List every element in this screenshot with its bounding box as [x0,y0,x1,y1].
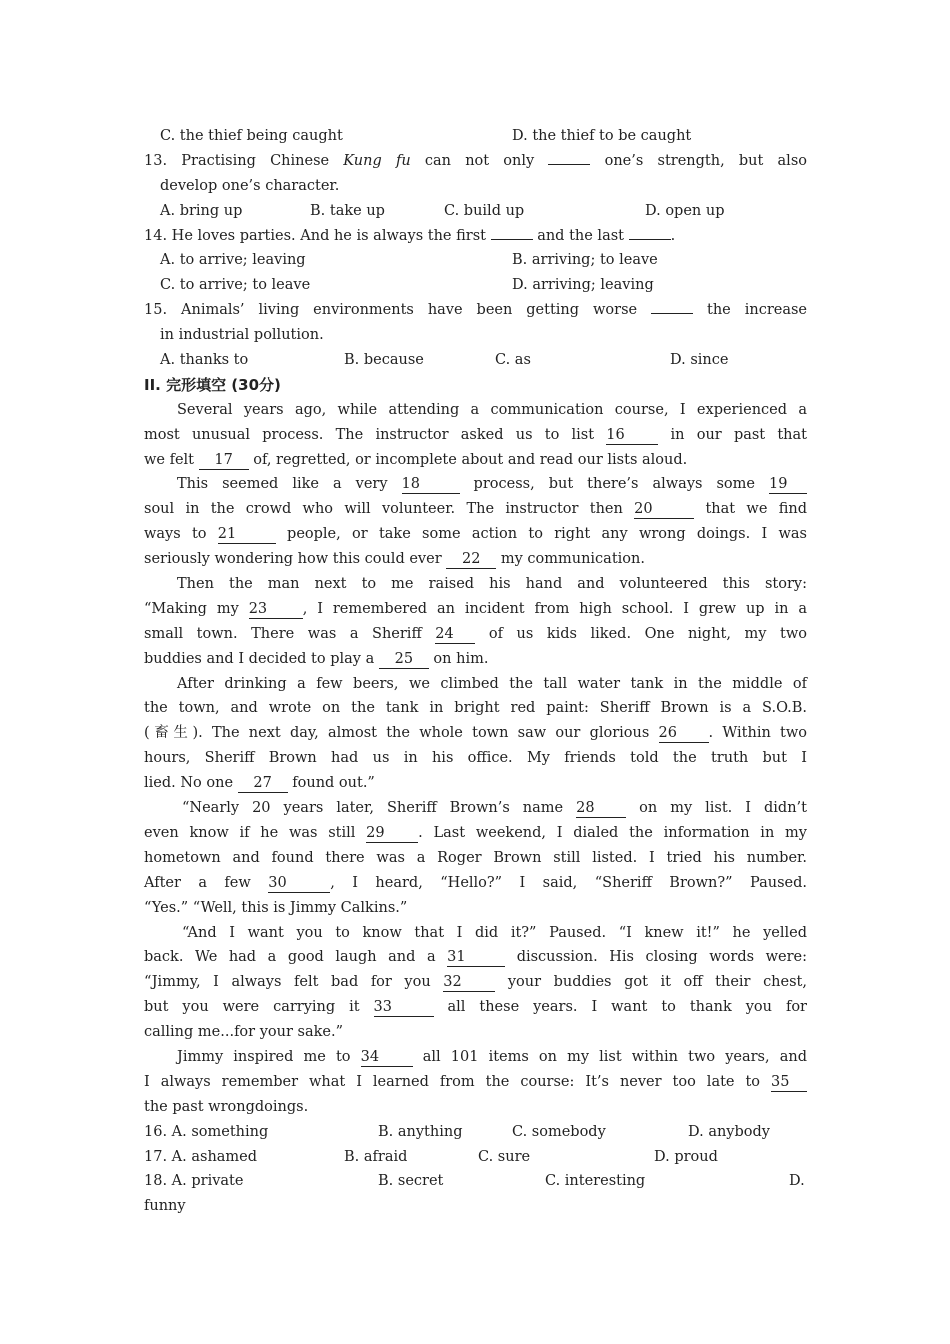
q15-blank [651,313,693,314]
passage-line: the town, and wrote on the tank in bright red paint: Sheriff Brown is a S.O.B. [144,700,807,717]
q13-stem: 13. Practising Chinese Kung fu can not only one’s strength, but also [144,152,807,169]
passage-line: hours, Sheriff Brown had us in his office. My friends told the truth but I [144,750,807,767]
passage-line: “Making my 23 , I remembered an incident from high school. I grew up in a [144,600,807,617]
q15-options [144,348,807,373]
passage-line: calling me...for your sake.” [144,1024,343,1041]
passage-line: (畜生). The next day, almost the whole town saw our glorious 26 . Within two [144,725,807,742]
blank-31: 31 [447,948,505,967]
q12-options [144,124,807,149]
q12-option-d: D. the thief to be caught [512,128,692,144]
blank-24: 24 [435,625,475,644]
q15-option-a: A. thanks to [160,352,249,369]
q18-option-b: B. secret [378,1173,444,1190]
q14-blank-1 [491,239,533,240]
blank-26: 26 [659,724,709,743]
blank-29: 29 [366,824,418,843]
blank-21: 21 [218,525,276,544]
passage-line: buddies and I decided to play a 25 on him. [144,650,489,667]
blank-25: 25 [379,650,429,669]
passage-line: “Jimmy, I always felt bad for you 32 your buddies got it off their chest, [144,974,807,991]
blank-32: 32 [443,973,495,992]
q18-option-c: C. interesting [545,1173,646,1190]
q13-blank [548,164,590,165]
blank-20: 20 [634,500,694,519]
q18-option-a: 18. A. private [144,1173,244,1190]
passage-line: “And I want you to know that I did it?” Paused. “I knew it!” he yelled [182,924,807,941]
passage-line: “Yes.” “Well, this is Jimmy Calkins.” [144,899,408,916]
q14-options-row1 [144,248,807,273]
q16-options [144,1120,807,1145]
q18-options [144,1169,807,1194]
blank-22: 22 [446,550,496,569]
blank-34: 34 [361,1048,413,1067]
q17-option-c: C. sure [478,1148,531,1165]
q13-option-a: A. bring up [160,202,243,219]
q13-option-b: B. take up [310,202,385,219]
q13-stem-cont: develop one’s character. [160,177,340,194]
q12-option-c: C. the thief being caught [160,128,343,144]
q14-option-c: C. to arrive; to leave [160,277,311,294]
passage-line: even know if he was still 29 . Last weekend, I dialed the information in my [144,824,807,841]
blank-16: 16 [606,426,658,445]
q15-stem: 15. Animals’ living environments have been getting worse the increase [144,302,807,319]
q17-options [144,1145,807,1170]
passage-line: Several years ago, while attending a communication course, I experienced a [177,401,807,418]
q16-option-d: D. anybody [688,1123,770,1140]
exam-page [144,124,807,1219]
blank-18: 18 [402,475,460,494]
q15-stem-cont: in industrial pollution. [160,327,324,344]
q14-option-a: A. to arrive; leaving [160,252,306,269]
passage-line: the past wrongdoings. [144,1098,309,1115]
q13-options [144,199,807,224]
q14-stem: 14. He loves parties. And he is always the first and the last . [144,227,676,244]
q13-italic: Kung fu [343,152,411,169]
blank-23: 23 [249,600,303,619]
blank-17: 17 [199,451,249,470]
blank-30: 30 [268,874,330,893]
q17-option-a: 17. A. ashamed [144,1148,258,1165]
blank-28: 28 [576,799,626,818]
q14-option-b: B. arriving; to leave [512,252,658,269]
passage-line: This seemed like a very 18 process, but there’s always some 19 [144,472,807,497]
q15-option-d: D. since [670,352,729,369]
q15-option-c: C. as [495,352,531,369]
q14-options-row2 [144,273,807,298]
q16-option-b: B. anything [378,1123,463,1140]
passage-line: I always remember what I learned from the course: It’s never too late to 35 [144,1070,807,1095]
passage-line: hometown and found there was a Roger Brown still listed. I tried his number. [144,849,807,866]
blank-35: 35 [771,1073,807,1092]
passage-line: lied. No one 27 found out.” [144,775,375,792]
blank-19: 19 [769,475,807,494]
passage-line: seriously wondering how this could ever 22 my communication. [144,551,645,568]
q18-option-d-text: funny [144,1198,186,1215]
q16-option-c: C. somebody [512,1123,606,1140]
passage-line: most unusual process. The instructor asked us to list 16 in our past that [144,426,807,443]
q14-blank-2 [629,239,671,240]
passage-line: ways to 21 people, or take some action to right any wrong doings. I was [144,526,807,543]
blank-33: 33 [374,998,434,1017]
q15-option-b: B. because [344,352,424,369]
passage-line: we felt 17 of, regretted, or incomplete about and read our lists aloud. [144,451,688,468]
passage-line: After a few 30 , I heard, “Hello?” I said, “Sheriff Brown?” Paused. [144,874,807,891]
passage-line: but you were carrying it 33 all these years. I want to thank you for [144,999,807,1016]
q17-option-d: D. proud [654,1148,718,1165]
passage-line: soul in the crowd who will volunteer. The instructor then 20 that we find [144,501,808,518]
q18-option-d: D. [789,1173,805,1190]
blank-27: 27 [238,774,288,793]
passage-line: small town. There was a Sheriff 24 of us kids liked. One night, my two [144,625,807,642]
q13-option-c: C. build up [444,202,525,219]
q13-option-d: D. open up [645,202,725,219]
section-heading: II. 完形填空 (30分) [144,375,281,394]
passage-line: Jimmy inspired me to 34 all 101 items on my list within two years, and [177,1048,807,1065]
passage-line: Then the man next to me raised his hand and volunteered this story: [177,576,807,593]
q17-option-b: B. afraid [344,1148,408,1165]
passage-line: After drinking a few beers, we climbed the tall water tank in the middle of [177,675,807,692]
passage-line: “Nearly 20 years later, Sheriff Brown’s name 28 on my list. I didn’t [182,800,807,817]
q16-option-a: 16. A. something [144,1123,269,1140]
q14-option-d: D. arriving; leaving [512,277,654,294]
passage-line: back. We had a good laugh and a 31 discussion. His closing words were: [144,949,807,966]
